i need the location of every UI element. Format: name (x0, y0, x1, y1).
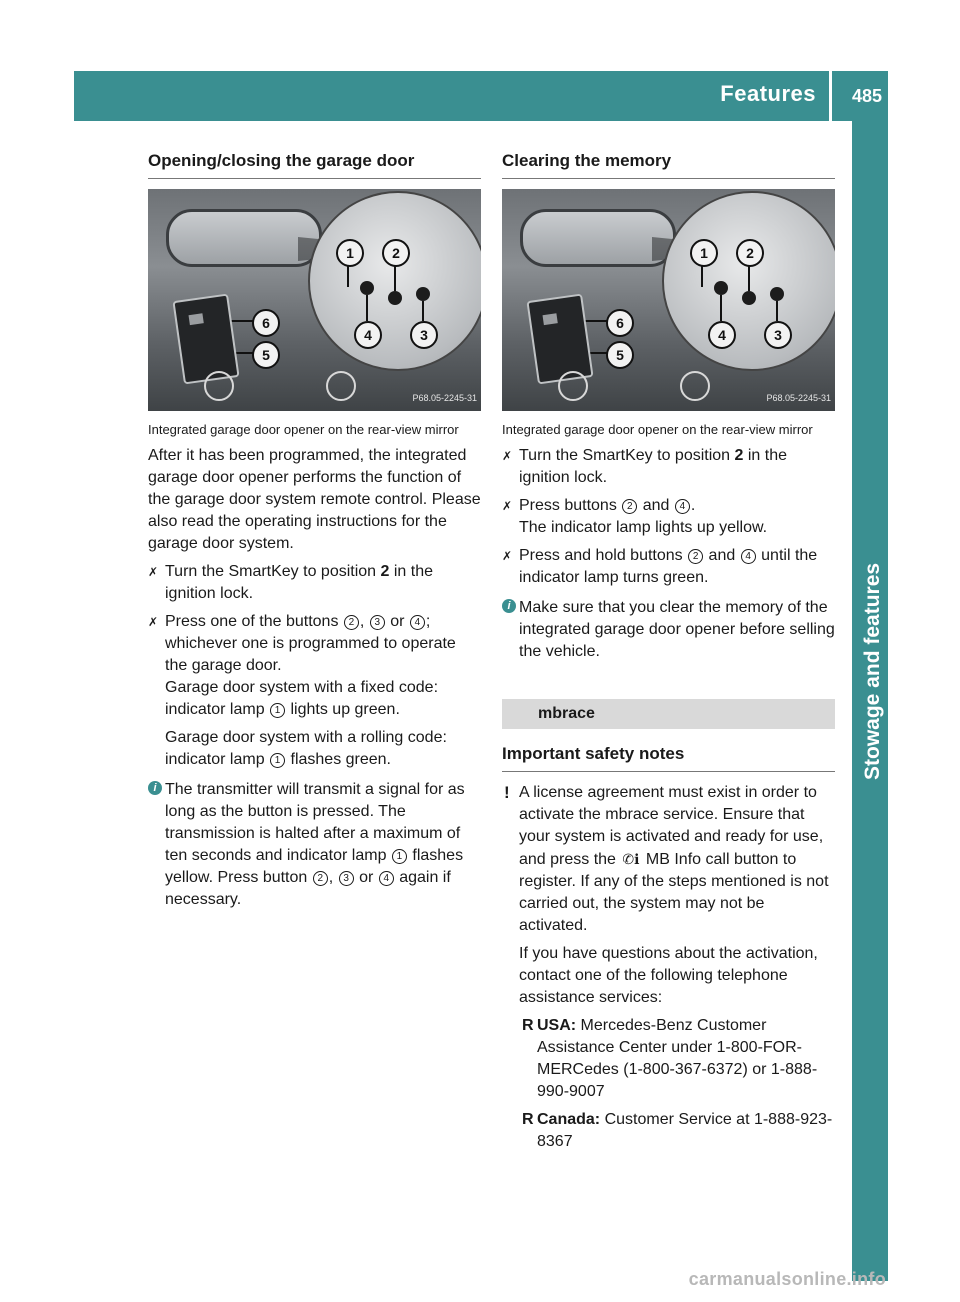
left-column (148, 150, 481, 919)
step-arrow-icon: ✗ (502, 499, 513, 513)
list-item-usa: R USA: Mercedes-Benz Customer Assistance Center under 1-800-FOR-MERCedes (1-800-367-6372) or 1-888-990-9007 (522, 1017, 818, 1100)
step-press-buttons: ✗ Press buttons 2 and 4 . The indicator lamp lights up yellow. (502, 495, 835, 539)
callout-5: 5 (252, 341, 280, 369)
warning-icon: ! (504, 783, 510, 802)
callout-6: 6 (252, 309, 280, 337)
step-arrow-icon: ✗ (502, 549, 513, 563)
button-dot (742, 291, 756, 305)
warning-note: ! A license agreement must exist in order to activate the mbrace service. Ensure that your system is activated and ready for use, and press the ✆ℹ MB Info call button to register. If any of the steps mentioned is not carried out, the system may not be activated. If you have questions about the activation, contact one of the following telephone assistance services: R USA: Mercedes-Benz Customer Assistance Center under 1-800-FOR-MERCedes (1-800-367-6372) or 1-888-990-9007 R Canada: Customer Service at 1-888-923-8367 (502, 782, 835, 1153)
leader-line (366, 295, 368, 321)
info-note: i Make sure that you clear the memory of the integrated garage door opener before selling the vehicle. (502, 597, 835, 663)
info-icon: i (148, 781, 162, 795)
garage-opener-figure (502, 189, 835, 411)
info-icon: i (502, 599, 516, 613)
emblem (204, 371, 234, 401)
step-arrow-icon: ✗ (148, 565, 159, 579)
header-separator (829, 71, 832, 121)
section-title-safety: Important safety notes (502, 743, 835, 772)
step-result: The indicator lamp lights up yellow. (519, 519, 768, 536)
button-dot (360, 281, 374, 295)
step-turn-key: ✗ Turn the SmartKey to position 2 in the ignition lock. (148, 563, 434, 602)
garage-opener-figure (148, 189, 481, 411)
callout-2: 2 (736, 239, 764, 267)
phone-info-icon: ✆ℹ (622, 851, 640, 867)
page-header (74, 71, 888, 121)
right-column (502, 150, 835, 1161)
leader-line (347, 265, 349, 287)
button-dot (770, 287, 784, 301)
leader-line (394, 265, 396, 291)
list-item-canada: R Canada: Customer Service at 1-888-923-8367 (522, 1111, 833, 1150)
callout-1: 1 (690, 239, 718, 267)
callout-4: 4 (708, 321, 736, 349)
leader-line (422, 301, 424, 321)
leader-line (720, 295, 722, 321)
button-dot (416, 287, 430, 301)
remote-control (526, 294, 593, 385)
step-turn-key: ✗ Turn the SmartKey to position 2 in the ignition lock. (502, 447, 788, 486)
bullet-icon: R (522, 1017, 534, 1034)
section-title-clearing: Clearing the memory (502, 150, 835, 179)
leader-line (776, 301, 778, 321)
watermark: carmanualsonline.info (688, 1269, 886, 1289)
button-dot (388, 291, 402, 305)
step-arrow-icon: ✗ (502, 449, 513, 463)
mbrace-section-band: mbrace (502, 699, 835, 729)
info-note: i The transmitter will transmit a signal for as long as the button is pressed. The transmission is halted after a maximum of ten seconds and indicator lamp 1 flashes yellow. Press button 2 , 3 or 4 again if necessary. (148, 779, 481, 911)
callout-6: 6 (606, 309, 634, 337)
leader-line (748, 265, 750, 291)
warning-contact-text: If you have questions about the activation, contact one of the following telephone assistance services: (519, 945, 818, 1006)
emblem (326, 371, 356, 401)
page-number: 485 (851, 86, 882, 106)
intro-paragraph: After it has been programmed, the integrated garage door opener performs the function of the garage door system remote control. Please also read the operating instructions for the garage door system. (148, 447, 481, 552)
step-arrow-icon: ✗ (148, 615, 159, 629)
callout-1: 1 (336, 239, 364, 267)
figure-code: P68.05-2245-31 (412, 393, 477, 403)
bullet-icon: R (522, 1111, 534, 1128)
figure-caption: Integrated garage door opener on the rear-view mirror (502, 422, 813, 437)
emblem (680, 371, 710, 401)
callout-3: 3 (410, 321, 438, 349)
emblem (558, 371, 588, 401)
step-press-button: ✗ Press one of the buttons 2 , 3 or 4 ; whichever one is programmed to operate the garage door. Garage door system with a fixed code: indicator lamp 1 lights up green. Garage door system with a rolling code: indicator lamp 1 flashes green. (148, 613, 456, 768)
section-title-opening: Opening/closing the garage door (148, 150, 481, 179)
callout-4: 4 (354, 321, 382, 349)
callout-3: 3 (764, 321, 792, 349)
step-press-hold: ✗ Press and hold buttons 2 and 4 until the indicator lamp turns green. (502, 547, 818, 586)
callout-2: 2 (382, 239, 410, 267)
header-title: Features (720, 81, 816, 106)
button-dot (714, 281, 728, 295)
figure-caption: Integrated garage door opener on the rear-view mirror (148, 422, 459, 437)
callout-5: 5 (606, 341, 634, 369)
remote-control (172, 294, 239, 385)
figure-code: P68.05-2245-31 (766, 393, 831, 403)
leader-line (701, 265, 703, 287)
